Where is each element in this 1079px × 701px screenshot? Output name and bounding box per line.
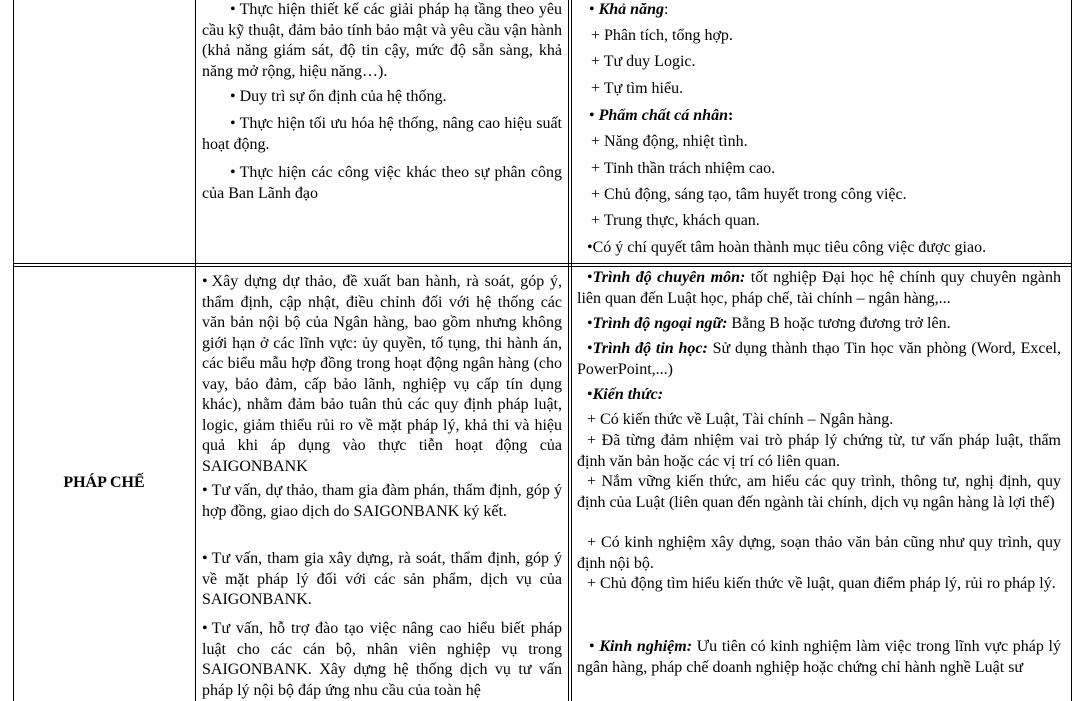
knowledge-item: + Có kinh nghiệm xây dựng, soạn thảo văn bản cũng như quy trình, quy định nội bộ. <box>577 534 1061 572</box>
ability-item: + Tự tìm hiểu. <box>591 80 684 97</box>
quality-heading: • Phẩm chất cá nhân: <box>589 107 734 124</box>
table-border-col2 <box>568 0 569 701</box>
task-item: • Thực hiện tối ưu hóa hệ thống, nâng cao hiệu suất hoạt động. <box>202 115 562 153</box>
table-border-left <box>13 0 14 701</box>
knowledge-item: + Chủ động tìm hiểu kiến thức về luật, quan điểm pháp lý, rủi ro pháp lý. <box>587 575 1056 592</box>
row-divider <box>13 263 1072 264</box>
ability-item: + Phân tích, tổng hợp. <box>591 27 733 44</box>
quality-item: + Năng động, nhiệt tình. <box>591 133 748 150</box>
task-item: • Duy trì sự ổn định của hệ thống. <box>230 88 447 105</box>
knowledge-item: + Có kiến thức về Luật, Tài chính – Ngân hàng. <box>587 411 894 428</box>
quality-item: + Tinh thần trách nhiệm cao. <box>591 160 776 177</box>
task-item: • Thực hiện các công việc khác theo sự phân công của Ban Lãnh đạo <box>202 164 562 202</box>
table-border-col2b <box>571 0 572 701</box>
requirement-education: •Trình độ chuyên môn: tốt nghiệp Đại học hệ chính quy chuyên ngành liên quan đến Luật học, pháp chế, tài chính – ngân hàng,... <box>577 269 1061 307</box>
task-item: • Xây dựng dự thảo, đề xuất ban hành, rà soát, góp ý, thẩm định, cập nhật, điều chỉnh đối với hệ thống các văn bản nội bộ của Ngân hàng, bao gồm nhưng không giới hạn ở các lĩnh vực: ủy quyền, tố tụng, thi hành án, các biểu mẫu hợp đồng trong hoạt động ngân hàng (cho vay, bảo đảm, cấp bảo lãnh, nghiệp vụ cấp tín dụng khác), nhằm đảm bảo tuân thủ các quy định pháp luật, logic, giảm thiểu rủi ro về mặt pháp lý, khả thi và hiệu quả khi áp dụng vào thực tiễn hoạt động của SAIGONBANK <box>202 273 562 475</box>
requirement-experience: • Kinh nghiệm: Ưu tiên có kinh nghiệm làm việc trong lĩnh vực pháp lý ngân hàng, pháp chế doanh nghiệp hoặc chứng chỉ hành nghề Luật sư <box>577 638 1062 676</box>
requirement-it: •Trình độ tin học: Sử dụng thành thạo Tin học văn phòng (Word, Excel, PowerPoint,...) <box>577 340 1061 378</box>
ability-item: + Tư duy Logic. <box>591 53 696 70</box>
goal-item: •Có ý chí quyết tâm hoàn thành mục tiêu công việc được giao. <box>587 239 987 256</box>
section-title: PHÁP CHẾ <box>63 474 145 491</box>
task-item: • Thực hiện thiết kế các giải pháp hạ tầng theo yêu cầu kỹ thuật, đảm bảo tính bảo mật và yêu cầu vận hành (khả năng giám sát, độ tin cậy, mức độ sẵn sàng, khả năng mở rộng, hiệu năng…). <box>202 1 562 80</box>
knowledge-item: + Nắm vững kiến thức, am hiểu các quy trình, thông tư, nghị định, quy định của Luật (liên quan đến ngành tài chính, dịch vụ ngân hàng là lợi thế) <box>577 473 1061 511</box>
knowledge-heading: •Kiến thức: <box>587 386 664 403</box>
row-divider-2 <box>13 266 1072 267</box>
table-border-right <box>1071 0 1072 701</box>
task-item: • Tư vấn, tham gia xây dựng, rà soát, thẩm định, góp ý về mặt pháp lý đối với các sản phẩm, dịch vụ của SAIGONBANK. <box>202 550 562 608</box>
quality-item: + Trung thực, khách quan. <box>591 212 760 229</box>
task-item: • Tư vấn, dự thảo, tham gia đàm phán, thẩm định, góp ý hợp đồng, giao dịch do SAIGONBANK ký kết. <box>202 482 562 520</box>
ability-heading: • Khả năng: <box>589 1 669 18</box>
task-item: • Tư vấn, hỗ trợ đào tạo việc nâng cao hiểu biết pháp luật cho các cán bộ, nhân viên nghiệp vụ trong SAIGONBANK. Xây dựng hệ thống dịch vụ tư vấn pháp lý nội bộ đáp ứng nhu cầu của toàn hệ <box>202 620 562 699</box>
knowledge-item: + Đã từng đảm nhiệm vai trò pháp lý chứng từ, tư vấn pháp luật, thẩm định văn bản hoặc các vị trí có liên quan. <box>577 432 1061 470</box>
table-border-col1 <box>195 0 196 701</box>
quality-item: + Chủ động, sáng tạo, tâm huyết trong công việc. <box>591 186 907 203</box>
requirement-language: •Trình độ ngoại ngữ: Bằng B hoặc tương đương trở lên. <box>587 315 951 332</box>
